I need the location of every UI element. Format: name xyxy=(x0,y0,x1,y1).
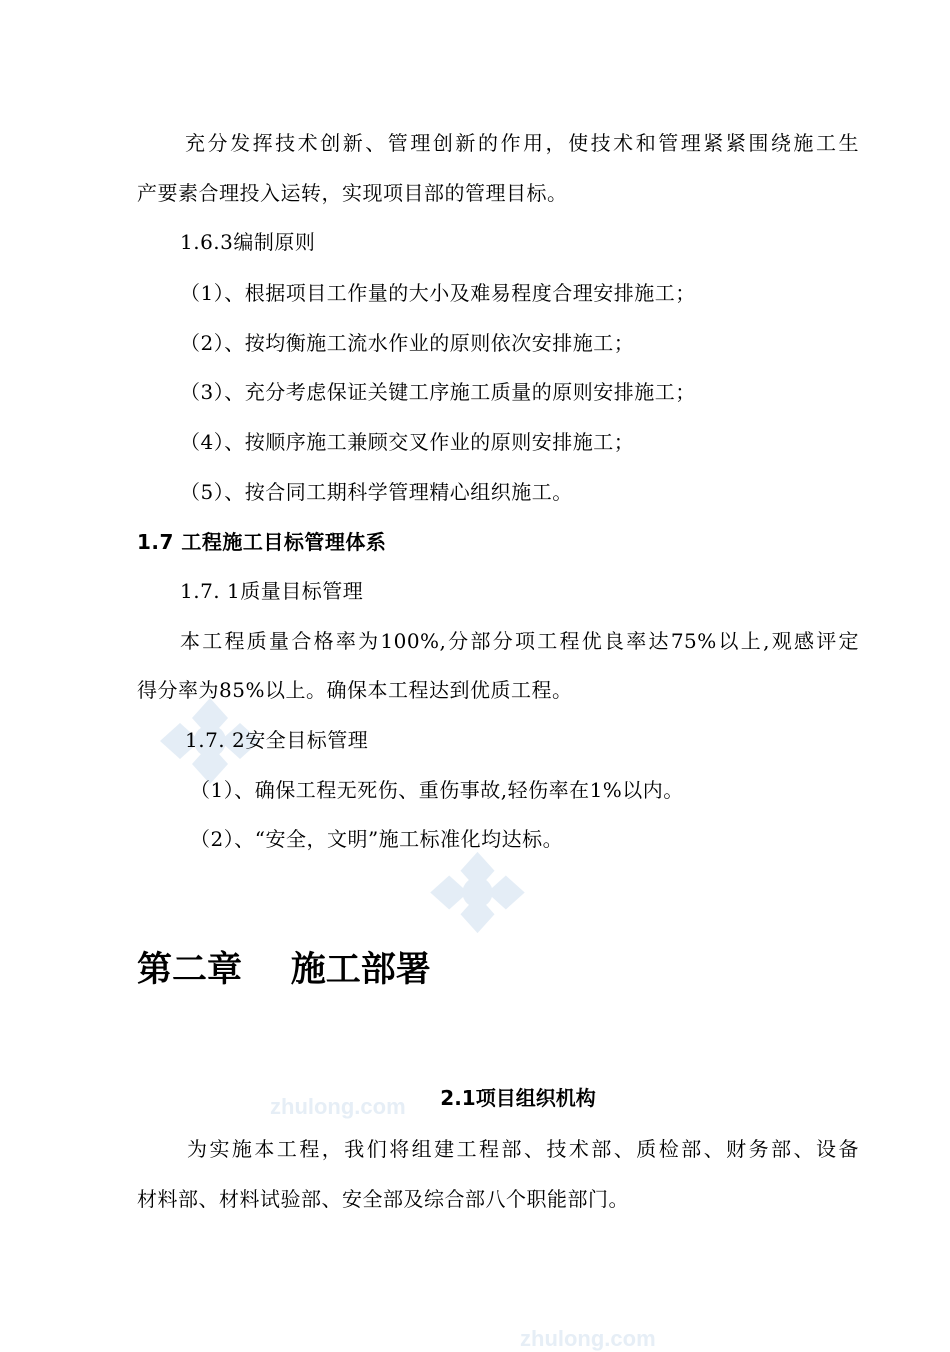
heading-1-6-3: 1.6.3编制原则 xyxy=(180,230,316,254)
list-item-4: （4）、按顺序施工兼顾交叉作业的原则安排施工； xyxy=(180,430,635,454)
quality-paragraph-line2: 得分率为85%以上。确保本工程达到优质工程。 xyxy=(137,678,573,702)
heading-2-1: 2.1项目组织机构 xyxy=(440,1086,596,1110)
org-paragraph-line1: 为实施本工程，我们将组建工程部、技术部、质检部、财务部、设备 xyxy=(187,1137,859,1161)
quality-paragraph-line1: 本工程质量合格率为100%,分部分项工程优良率达75%以上,观感评定 xyxy=(180,629,859,653)
heading-1-7-2: 1.7. 2安全目标管理 xyxy=(185,728,369,752)
watermark-text-bottom: zhulong.com xyxy=(520,1326,656,1351)
org-paragraph-line2: 材料部、材料试验部、安全部及综合部八个职能部门。 xyxy=(137,1187,629,1211)
list-item-5: （5）、按合同工期科学管理精心组织施工。 xyxy=(180,480,573,504)
safety-item-2: （2）、“安全，文明”施工标准化均达标。 xyxy=(190,827,564,851)
heading-1-7: 1.7 工程施工目标管理体系 xyxy=(137,530,387,554)
list-item-3: （3）、充分考虑保证关键工序施工质量的原则安排施工； xyxy=(180,380,696,404)
heading-1-7-1: 1.7. 1质量目标管理 xyxy=(180,579,364,603)
watermark-logo-icon-2 xyxy=(420,850,535,935)
chapter-title: 第二章 施工部署 xyxy=(137,950,431,990)
paragraph-intro-line1: 充分发挥技术创新、管理创新的作用，使技术和管理紧紧围绕施工生 xyxy=(185,131,859,155)
list-item-1: （1）、根据项目工作量的大小及难易程度合理安排施工； xyxy=(180,281,696,305)
watermark-text: zhulong.com xyxy=(270,1094,406,1119)
paragraph-intro-line2: 产要素合理投入运转，实现项目部的管理目标。 xyxy=(137,181,568,205)
safety-item-1: （1）、确保工程无死伤、重伤事故,轻伤率在1%以内。 xyxy=(190,778,684,802)
list-item-2: （2）、按均衡施工流水作业的原则依次安排施工； xyxy=(180,331,635,355)
